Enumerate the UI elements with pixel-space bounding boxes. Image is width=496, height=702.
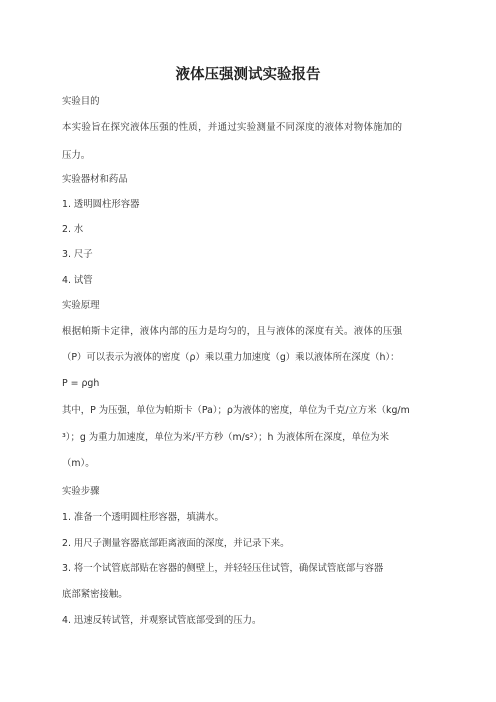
principle-line: 根据帕斯卡定律，液体内部的压力是均匀的，且与液体的深度有关。液体的压强 xyxy=(62,326,403,337)
materials-item: 3. 尺子 xyxy=(62,249,93,260)
steps-item: 2. 用尺子测量容器底部距离液面的深度，并记录下来。 xyxy=(62,538,290,549)
principle-line: ³）；g 为重力加速度，单位为米/平方秒（m/s²）；h 为液体所在深度，单位为米 xyxy=(62,432,389,443)
principle-line: （m）。 xyxy=(62,458,95,469)
purpose-line: 压力。 xyxy=(62,150,91,161)
steps-item: 4. 迅速反转试管，并观察试管底部受到的压力。 xyxy=(62,615,262,626)
materials-heading: 实验器材和药品 xyxy=(62,174,128,185)
steps-item: 1. 准备一个透明圆柱形容器，填满水。 xyxy=(62,512,224,523)
steps-heading: 实验步骤 xyxy=(62,486,100,497)
materials-item: 1. 透明圆柱形容器 xyxy=(62,199,140,210)
principle-formula: P = ρgh xyxy=(62,378,100,389)
principle-line: 其中，P 为压强，单位为帕斯卡（Pa）；ρ为液体的密度，单位为千克/立方米（kg/m xyxy=(62,405,410,416)
purpose-heading: 实验目的 xyxy=(62,96,100,107)
steps-item: 3. 将一个试管底部贴在容器的侧壁上，并轻轻压住试管，确保试管底部与容器 xyxy=(62,563,384,574)
principle-heading: 实验原理 xyxy=(62,300,100,311)
materials-item: 4. 试管 xyxy=(62,275,93,286)
materials-item: 2. 水 xyxy=(62,224,84,235)
purpose-line: 本实验旨在探究液体压强的性质，并通过实验测量不同深度的液体对物体施加的 xyxy=(62,122,403,133)
steps-item-continued: 底部紧密接触。 xyxy=(62,589,128,600)
report-title: 液体压强测试实验报告 xyxy=(175,67,321,83)
principle-line: （P）可以表示为液体的密度（ρ）乘以重力加速度（g）乘以液体所在深度（h）： xyxy=(62,352,400,363)
